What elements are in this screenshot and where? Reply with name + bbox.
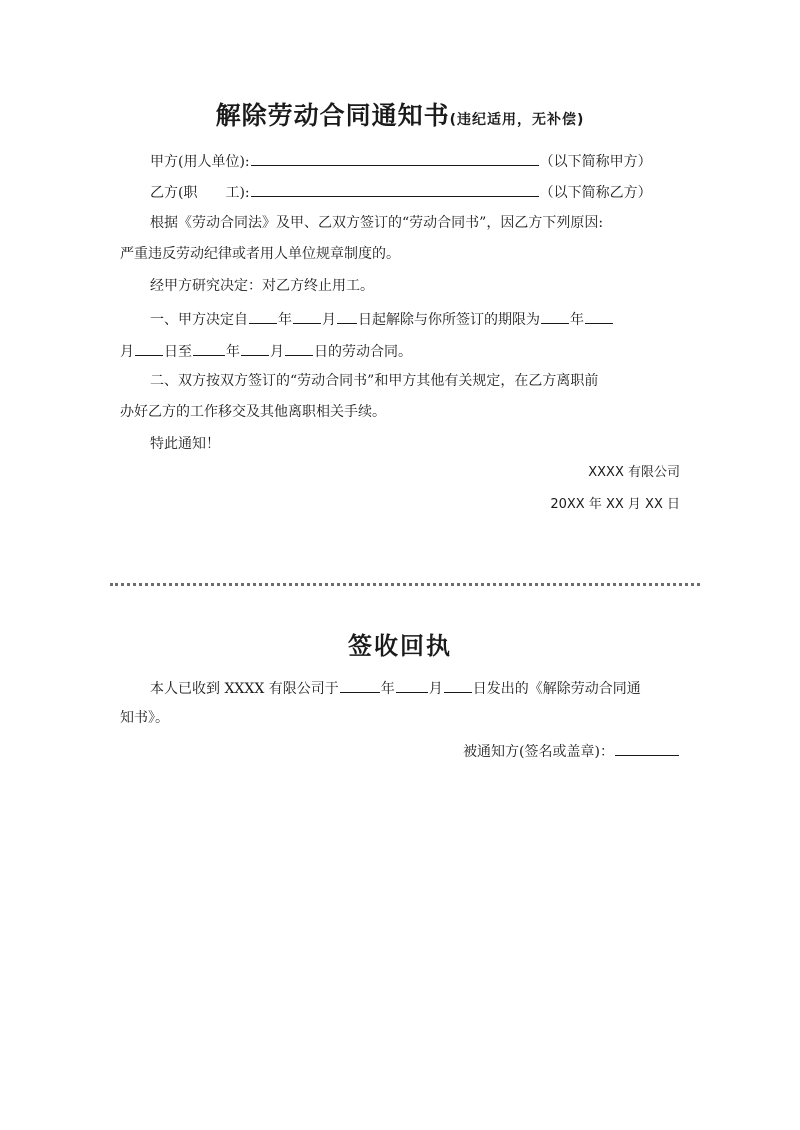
- signer-label: 被通知方(签名或盖章)：: [463, 744, 614, 760]
- cut-line-divider: [110, 583, 700, 586]
- receipt-month: 月: [428, 681, 443, 697]
- start-day-blank: [337, 308, 357, 324]
- end-year-blank: [193, 340, 225, 356]
- item1-year2: 年: [570, 312, 584, 328]
- signature-blank: [615, 740, 679, 756]
- party-b-line: [120, 181, 680, 203]
- receipt-text-end: 日发出的《解除劳动合同通: [472, 681, 641, 697]
- party-b-blank: [251, 181, 539, 197]
- reason-paragraph-line1: 根据《劳动合同法》及甲、乙双方签订的“劳动合同书”，因乙方下列原因:: [150, 215, 604, 231]
- receipt-line1: [120, 677, 680, 699]
- reason-paragraph-line2: 严重违反劳动纪律或者用人单位规章制度的。: [120, 246, 400, 262]
- term-year-tail-blank: [585, 308, 613, 324]
- receipt-month-blank: [396, 677, 428, 693]
- closing-text: 特此通知！: [150, 436, 220, 452]
- receipt-text-start: 本人已收到 XXXX 有限公司于: [150, 681, 339, 697]
- item1-month: 月: [322, 312, 336, 328]
- item1-line2: [120, 340, 680, 362]
- party-a-blank: [251, 150, 539, 166]
- party-a-label: 甲方(用人单位):: [150, 154, 250, 170]
- notice-title-note: (违纪适用，无补偿): [449, 112, 585, 128]
- party-a-suffix: （以下简称甲方）: [539, 154, 652, 170]
- start-month-blank: [293, 308, 321, 324]
- item1-month3: 月: [270, 344, 284, 360]
- item1-text-mid: 日起解除与你所签订的期限为: [358, 312, 540, 328]
- party-b-suffix: （以下简称乙方）: [539, 185, 652, 201]
- notice-date: 20XX 年 XX 月 XX 日: [550, 497, 680, 512]
- item2-line2: 办好乙方的工作移交及其他离职相关手续。: [120, 404, 386, 420]
- notice-title: [0, 96, 800, 132]
- item1-year: 年: [278, 312, 292, 328]
- notice-title-text: 解除劳动合同通知书: [215, 101, 450, 130]
- party-a-line: [120, 150, 680, 172]
- term-year-blank: [541, 308, 569, 324]
- company-name: XXXX 有限公司: [588, 465, 680, 480]
- item1-month2: 月: [120, 344, 134, 360]
- item1-line1: [120, 308, 680, 330]
- receipt-line2: 知书》。: [120, 710, 169, 726]
- decision-paragraph: 经甲方研究决定：对乙方终止用工。: [150, 278, 374, 294]
- item2-line1: 二、双方按双方签订的“劳动合同书”和甲方其他有关规定，在乙方离职前: [150, 373, 599, 389]
- end-day-blank: [285, 340, 313, 356]
- term-month-blank: [135, 340, 163, 356]
- receipt-title: 签收回执: [348, 632, 452, 660]
- receipt-day-blank: [444, 677, 472, 693]
- item1-day-to: 日至: [164, 344, 192, 360]
- receipt-year-blank: [340, 677, 380, 693]
- start-year-blank: [249, 308, 277, 324]
- party-b-label: 乙方(职 工):: [150, 185, 250, 201]
- end-month-blank: [241, 340, 269, 356]
- item1-year3: 年: [226, 344, 240, 360]
- item1-text-start: 一、甲方决定自: [150, 312, 248, 328]
- receipt-year: 年: [380, 681, 395, 697]
- item1-end: 日的劳动合同。: [314, 344, 412, 360]
- signer-line: [120, 740, 680, 762]
